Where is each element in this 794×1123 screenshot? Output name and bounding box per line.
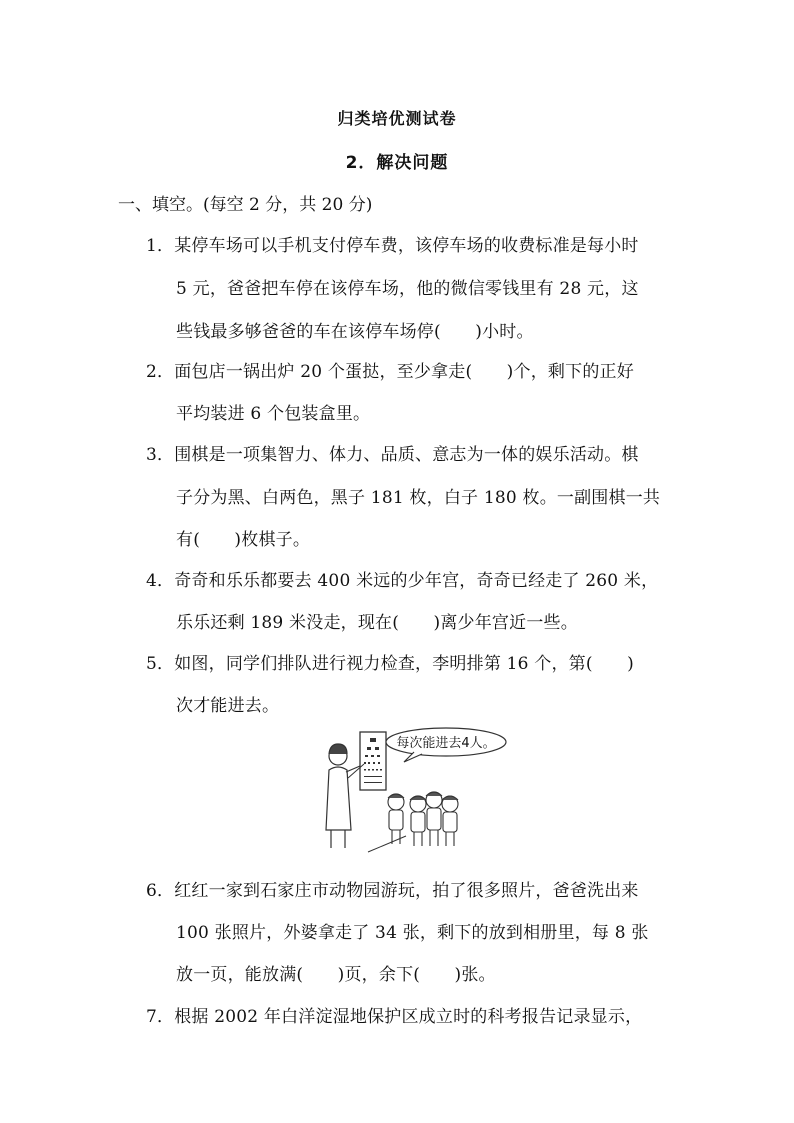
question-2-line-2: 平均装进 6 个包装盒里。 xyxy=(176,404,371,424)
question-3-line-3: 有( )枚棋子。 xyxy=(176,530,311,550)
eye-test-illustration xyxy=(318,726,514,854)
question-1-line-2: 5 元，爸爸把车停在该停车场，他的微信零钱里有 28 元，这 xyxy=(176,279,639,299)
eye-test-drawing xyxy=(318,726,514,854)
question-7-line-1: 7．根据 2002 年白洋淀湿地保护区成立时的科考报告记录显示， xyxy=(146,1007,643,1027)
section-heading: 一、填空。(每空 2 分，共 20 分) xyxy=(118,195,373,215)
teacher-figure xyxy=(326,744,360,848)
question-1-line-3: 些钱最多够爸爸的车在该停车场停( )小时。 xyxy=(176,322,534,342)
question-1-line-1: 1．某停车场可以手机支付停车费，该停车场的收费标准是每小时 xyxy=(146,236,639,256)
children-group xyxy=(388,792,458,846)
question-4-line-2: 乐乐还剩 189 米没走，现在( )离少年宫近一些。 xyxy=(176,613,578,633)
question-5-line-2: 次才能进去。 xyxy=(176,696,280,716)
page-title: 归类培优测试卷 xyxy=(337,109,457,128)
question-6-line-3: 放一页，能放满( )页，余下( )张。 xyxy=(176,965,496,985)
question-5-line-1: 5．如图，同学们排队进行视力检查，李明排第 16 个，第( ) xyxy=(146,654,634,674)
question-2-line-1: 2．面包店一锅出炉 20 个蛋挞，至少拿走( )个，剩下的正好 xyxy=(146,362,634,382)
section-subtitle: 2．解决问题 xyxy=(345,153,449,173)
question-6-line-2: 100 张照片，外婆拿走了 34 张，剩下的放到相册里，每 8 张 xyxy=(176,923,649,943)
speech-bubble-text: 每次能进去4人。 xyxy=(396,736,496,751)
question-4-line-1: 4．奇奇和乐乐都要去 400 米远的少年宫，奇奇已经走了 260 米， xyxy=(146,571,659,591)
question-6-line-1: 6．红红一家到石家庄市动物园游玩，拍了很多照片，爸爸洗出来 xyxy=(146,881,639,901)
question-3-line-2: 子分为黑、白两色，黑子 181 枚，白子 180 枚。一副围棋一共 xyxy=(176,488,661,508)
question-3-line-1: 3．围棋是一项集智力、体力、品质、意志为一体的娱乐活动。棋 xyxy=(146,445,639,465)
